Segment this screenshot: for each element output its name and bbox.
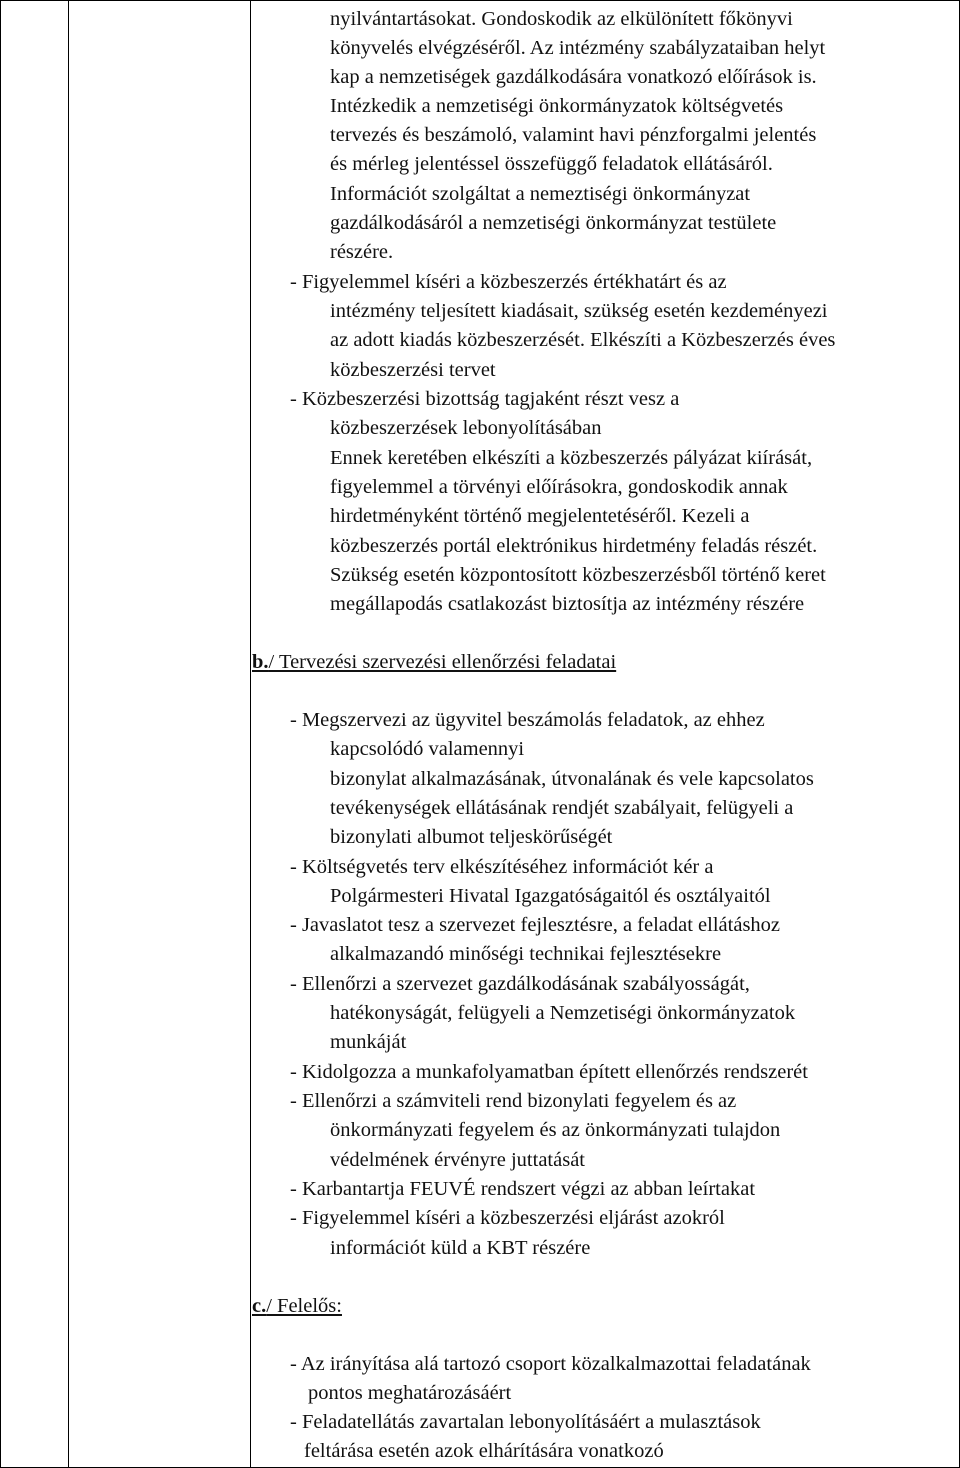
b-line: tevékenységek ellátásának rendjét szabályait, felügyeli a — [330, 797, 794, 819]
intro-line: Intézkedik a nemzetiségi önkormányzatok költségvetés — [330, 95, 784, 117]
c-line: - Az irányítása alá tartozó csoport közalkalmazottai feladatának — [290, 1353, 811, 1375]
intro-line: részére. — [330, 241, 394, 263]
b-line: kapcsolódó valamennyi — [330, 738, 525, 760]
c-line: feltárása esetén azok elhárítására vonatkozó — [304, 1440, 664, 1462]
b-line: védelmének érvényre juttatását — [330, 1149, 585, 1171]
b-line: bizonylat alkalmazásának, útvonalának és vele kapcsolatos — [330, 768, 814, 790]
intro-line: Ennek keretében elkészíti a közbeszerzés pályázat kiírását, — [330, 447, 813, 469]
intro-line: és mérleg jelentéssel összefüggő feladatok ellátásáról. — [330, 153, 773, 175]
c-line: pontos meghatározásáért — [308, 1382, 512, 1404]
section-c-heading — [252, 1292, 342, 1321]
b-line: hatékonyságát, felügyeli a Nemzetiségi önkormányzatok — [330, 1002, 796, 1024]
intro-line: Információt szolgáltat a nemeztiségi önkormányzat — [330, 183, 751, 205]
intro-line: tervezés és beszámoló, valamint havi pénzforgalmi jelentés — [330, 124, 817, 146]
b-line: - Karbantartja FEUVÉ rendszert végzi az abban leírtakat — [290, 1178, 756, 1200]
intro-line: - Figyelemmel kíséri a közbeszerzés értékhatárt és az — [290, 271, 727, 293]
section-b-heading — [252, 648, 616, 677]
b-line: bizonylati albumot teljeskörűségét — [330, 826, 613, 848]
intro-line: figyelemmel a törvényi előírásokra, gondoskodik annak — [330, 476, 788, 498]
b-line: munkáját — [330, 1031, 407, 1053]
intro-line: nyilvántartásokat. Gondoskodik az elkülönített főkönyvi — [330, 8, 793, 30]
b-line: - Megszervezi az ügyvitel beszámolás feladatok, az ehhez — [290, 709, 765, 731]
b-line: önkormányzati fegyelem és az önkormányzati tulajdon — [330, 1119, 781, 1141]
intro-line: közbeszerzés portál elektrónikus hirdetmény feladás részét. — [330, 535, 818, 557]
intro-line: Szükség esetén központosított közbeszerzésből történő keret — [330, 564, 826, 586]
intro-line: hirdetményként történő megjelentetéséről. Kezeli a — [330, 505, 750, 527]
section-b-prefix: b. — [252, 651, 269, 673]
intro-line: könyvelés elvégzéséről. Az intézmény szabályzataiban helyt — [330, 37, 826, 59]
b-line: - Költségvetés terv elkészítéséhez információt kér a — [290, 856, 714, 878]
column-divider-2 — [250, 0, 251, 1468]
section-c-prefix: c. — [252, 1295, 267, 1317]
intro-line: megállapodás csatlakozást biztosítja az intézmény részére — [330, 593, 805, 615]
intro-line: intézmény teljesített kiadásait, szükség esetén kezdeményezi — [330, 300, 828, 322]
b-line: - Ellenőrzi a számviteli rend bizonylati fegyelem és az — [290, 1090, 737, 1112]
column-divider-1 — [68, 0, 69, 1468]
section-c-title: / Felelős: — [266, 1295, 342, 1317]
b-line: - Javaslatot tesz a szervezet fejlesztésre, a feladat ellátáshoz — [290, 914, 781, 936]
b-line: - Figyelemmel kíséri a közbeszerzési eljárást azokról — [290, 1207, 725, 1229]
intro-line: közbeszerzések lebonyolításában — [330, 417, 602, 439]
b-line: - Ellenőrzi a szervezet gazdálkodásának szabályosságát, — [290, 973, 750, 995]
c-line: - Feladatellátás zavartalan lebonyolításáért a mulasztások — [290, 1411, 761, 1433]
section-b-title: / Tervezési szervezési ellenőrzési feladatai — [268, 651, 617, 673]
b-line: alkalmazandó minőségi technikai fejlesztésekre — [330, 943, 722, 965]
b-line: - Kidolgozza a munkafolyamatban épített ellenőrzés rendszerét — [290, 1061, 808, 1083]
intro-line: - Közbeszerzési bizottság tagjaként részt vesz a — [290, 388, 680, 410]
intro-line: közbeszerzési tervet — [330, 359, 496, 381]
b-line: Polgármesteri Hivatal Igazgatóságaitól és osztályaitól — [330, 885, 771, 907]
b-line: információt küld a KBT részére — [330, 1237, 591, 1259]
intro-line: az adott kiadás közbeszerzését. Elkészíti a Közbeszerzés éves — [330, 329, 836, 351]
intro-line: gazdálkodásáról a nemzetiségi önkormányzat testülete — [330, 212, 777, 234]
intro-line: kap a nemzetiségek gazdálkodására vonatkozó előírások is. — [330, 66, 817, 88]
